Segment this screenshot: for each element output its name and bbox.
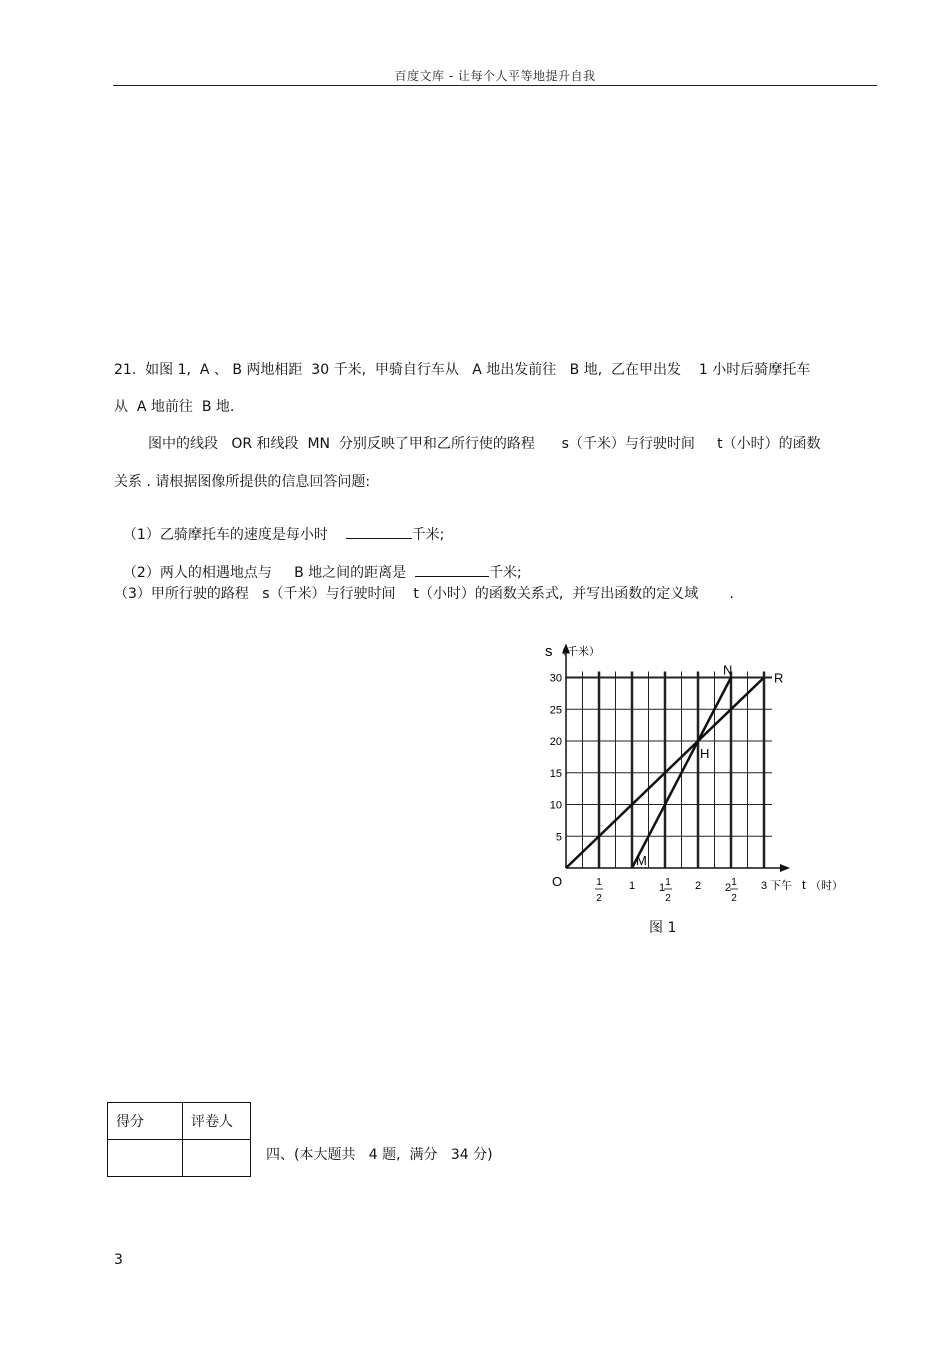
distance-time-graph (535, 640, 845, 915)
section-title: 四、(本大题共 4 题, 满分 34 分) (266, 1147, 493, 1163)
y-tick-label: 30 (549, 672, 562, 685)
x-axis-note: 下午 (770, 879, 792, 892)
question-2 (114, 546, 522, 582)
problem-line-2: 从 A 地前往 B 地. (114, 399, 235, 415)
problem-line-3: 图中的线段 OR 和线段 MN 分别反映了甲和乙所行使的路程 s（千米）与行驶时间 t（小时）的函数 (148, 436, 821, 452)
x-tick-denominator: 2 (596, 893, 602, 904)
answer-blank-2[interactable] (415, 562, 489, 577)
answer-blank-1[interactable] (346, 524, 412, 539)
question-1 (114, 508, 444, 544)
x-tick-label: 3 (760, 880, 768, 892)
y-tick-label: 10 (549, 799, 562, 812)
figure-caption: 图 1 (649, 920, 677, 936)
y-tick-label: 15 (549, 767, 562, 780)
point-label-m: M (636, 853, 647, 868)
problem-line-4: 关系 . 请根据图像所提供的信息回答问题: (114, 474, 371, 490)
x-axis-unit: （时） (810, 879, 843, 892)
x-tick-label: 1 (628, 880, 636, 892)
page-number: 3 (114, 1252, 123, 1268)
grader-cell[interactable] (183, 1140, 251, 1177)
x-axis-symbol: t (802, 877, 806, 892)
header-rule (113, 85, 877, 86)
x-tick-denominator: 2 (665, 893, 671, 904)
x-tick-label: 2 (694, 880, 702, 892)
origin-label: O (552, 874, 563, 889)
question-1-text: （1）乙骑摩托车的速度是每小时 (122, 527, 346, 543)
grader-header: 评卷人 (183, 1103, 251, 1140)
y-tick-label: 5 (555, 831, 562, 844)
y-axis-unit: （千米） (556, 645, 600, 658)
x-tick-whole: 2 (724, 882, 732, 894)
y-axis-symbol: s (545, 643, 553, 660)
y-tick-label: 25 (549, 704, 562, 717)
point-label-r: R (774, 670, 784, 686)
point-label-n: N (723, 662, 733, 678)
question-3: （3）甲所行驶的路程 s（千米）与行驶时间 t（小时）的函数关系式, 并写出函数的定义域 . (114, 586, 734, 602)
problem-line-1: 21. 如图 1, A 、 B 两地相距 30 千米, 甲骑自行车从 A 地出发前往 B 地, 乙在甲出发 1 小时后骑摩托车 (114, 362, 811, 378)
x-tick-numerator: 1 (665, 877, 671, 888)
question-2-text: （2）两人的相遇地点与 B 地之间的距离是 (122, 565, 416, 581)
y-tick-label: 20 (549, 736, 562, 748)
question-2-unit: 千米; (489, 565, 522, 581)
x-tick-numerator: 1 (596, 877, 602, 888)
score-table (107, 1102, 251, 1177)
x-tick-numerator: 1 (731, 877, 737, 888)
x-axis-arrow-icon (780, 864, 790, 872)
x-tick-whole: 1 (658, 882, 666, 894)
score-cell[interactable] (108, 1140, 183, 1177)
page-header: 百度文库 - 让每个人平等地提升自我 (394, 69, 596, 83)
graph-labels (545, 643, 843, 904)
question-1-unit: 千米; (411, 527, 445, 543)
score-header: 得分 (108, 1103, 183, 1140)
x-tick-denominator: 2 (731, 893, 737, 904)
point-label-h: H (700, 746, 710, 761)
